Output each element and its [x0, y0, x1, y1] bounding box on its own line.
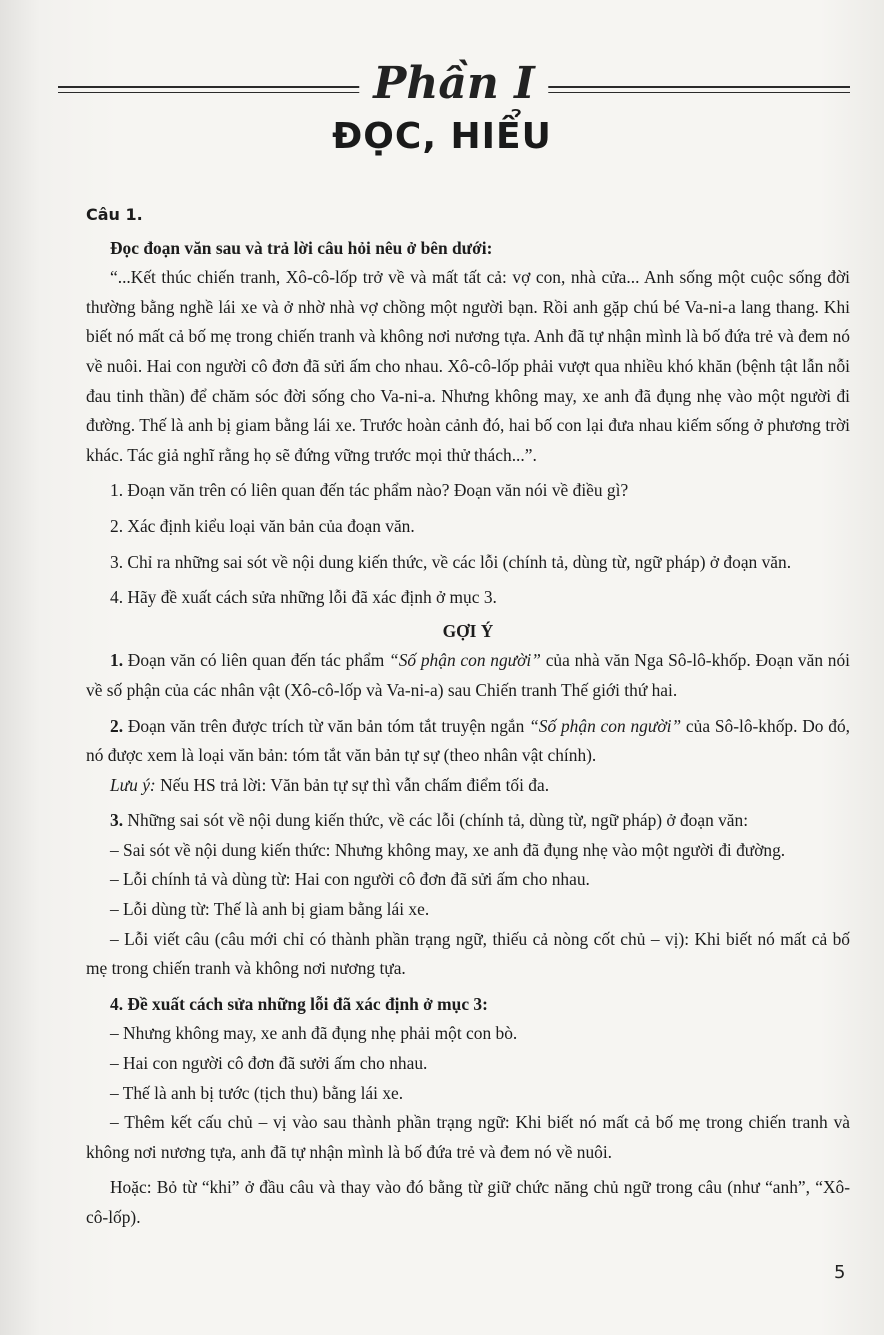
answer-2-work: “Số phận con người”	[529, 715, 682, 736]
answer-note-label: Lưu ý:	[110, 774, 156, 795]
answer-1-pre: Đoạn văn có liên quan đến tác phẩm	[123, 650, 390, 671]
question-item-1: 1. Đoạn văn trên có liên quan đến tác phẩm nào? Đoạn văn nói về điều gì?	[110, 480, 629, 501]
question-item-4: 4. Hãy đề xuất cách sửa những lỗi đã xác định ở mục 3.	[110, 587, 497, 608]
part-label: Phần I	[359, 54, 548, 114]
section-title: ĐỌC, HIỂU	[332, 116, 552, 157]
answer-3	[86, 806, 850, 836]
question-passage: “...Kết thúc chiến tranh, Xô-cô-lốp trở về và mất tất cả: vợ con, nhà cửa... Anh sống một cuộc sống đời thường bằng nghề lái xe và ở nhờ nhà vợ chồng một người bạn. Rồi anh gặp chú bé Va-ni-a lang thang. Khi biết nó mất cả bố mẹ trong chiến tranh và không nơi nương tựa. Anh đã tự nhận mình là bố đứa trẻ và đem nó về nuôi. Hai con người cô đơn đã sửi ấm cho nhau. Xô-cô-lốp phải vượt qua nhiều khó khăn (bệnh tật lẫn nỗi đau tinh thần) để chăm sóc đời sống cho Va-ni-a. Nhưng không may, xe anh đã đụng nhẹ vào một người đi đường. Thế là anh bị giam bằng lái xe. Trước hoàn cảnh đó, hai bố con lại đưa nhau kiếm sống ở phương trời khác. Tác giả nghĩ rằng họ sẽ đứng vững trước mọi thử thách...”.	[86, 267, 850, 465]
page-number: 5	[834, 1262, 846, 1283]
answer-4-item: – Thế là anh bị tước (tịch thu) bằng lái xe.	[110, 1082, 404, 1103]
answer-4-item: – Thêm kết cấu chủ – vị vào sau thành phần trạng ngữ: Khi biết nó mất cả bố mẹ trong chiến tranh và không nơi nương tựa, anh đã tự nhận mình là bố đứa trẻ và đem nó về nuôi.	[86, 1112, 850, 1162]
answer-3-text: Những sai sót về nội dung kiến thức, về các lỗi (chính tả, dùng từ, ngữ pháp) ở đoạn văn:	[123, 810, 749, 831]
part-header	[58, 52, 850, 122]
answer-3-item: – Sai sót về nội dung kiến thức: Nhưng không may, xe anh đã đụng nhẹ vào một người đi đường.	[110, 839, 786, 860]
answer-3-item: – Lỗi chính tả và dùng từ: Hai con người cô đơn đã sửi ấm cho nhau.	[110, 869, 590, 890]
answer-3-number: 3.	[110, 810, 124, 831]
question-item-2: 2. Xác định kiểu loại văn bản của đoạn văn.	[110, 515, 415, 536]
answer-2-pre: Đoạn văn trên được trích từ văn bản tóm tắt truyện ngắn	[123, 715, 530, 736]
answer-3-item: – Lỗi viết câu (câu mới chỉ có thành phần trạng ngữ, thiếu cả nòng cốt chủ – vị): Khi biết nó mất cả bố mẹ trong chiến tranh và không nơi nương tựa.	[86, 928, 850, 979]
answer-2	[86, 712, 850, 771]
answer-note-text: Nếu HS trả lời: Văn bản tự sự thì vẫn chấm điểm tối đa.	[155, 774, 550, 795]
answer-2-number: 2.	[110, 715, 124, 736]
answer-1-work: “Số phận con người”	[389, 650, 541, 671]
question-item-3: 3. Chỉ ra những sai sót về nội dung kiến thức, về các lỗi (chính tả, dùng từ, ngữ pháp) ở đoạn văn.	[110, 551, 792, 572]
answer-1	[86, 646, 850, 705]
answer-3-item: – Lỗi dùng từ: Thế là anh bị giam bằng lái xe.	[110, 899, 430, 920]
answer-1-number: 1.	[110, 650, 124, 671]
hint-title: GỢI Ý	[442, 620, 494, 641]
question-instruction: Đọc đoạn văn sau và trả lời câu hỏi nêu ở bên dưới:	[110, 237, 493, 258]
answer-4-item: – Hai con người cô đơn đã sưởi ấm cho nhau.	[110, 1053, 428, 1074]
question-label: Câu 1.	[86, 205, 143, 224]
answer-4-item: – Nhưng không may, xe anh đã đụng nhẹ phải một con bò.	[110, 1023, 518, 1044]
answer-4-heading: 4. Đề xuất cách sửa những lỗi đã xác định ở mục 3:	[110, 993, 488, 1014]
answer-2-post: của Sô-lô-khốp. Do đó, nó được xem là loại văn bản: tóm tắt văn bản tự sự (theo nhân vật chính).	[86, 715, 850, 766]
answer-4-alternative: Hoặc: Bỏ từ “khi” ở đầu câu và thay vào đó bằng từ giữ chức năng chủ ngữ trong câu (như “anh”, “Xô-cô-lốp).	[86, 1177, 850, 1227]
answer-1-post: của nhà văn Nga Sô-lô-khốp. Đoạn văn nói về số phận của các nhân vật (Xô-cô-lốp và Va-ni-a) sau Chiến tranh Thế giới thứ hai.	[86, 650, 851, 700]
answer-note	[86, 771, 850, 801]
page-content	[86, 200, 850, 1233]
